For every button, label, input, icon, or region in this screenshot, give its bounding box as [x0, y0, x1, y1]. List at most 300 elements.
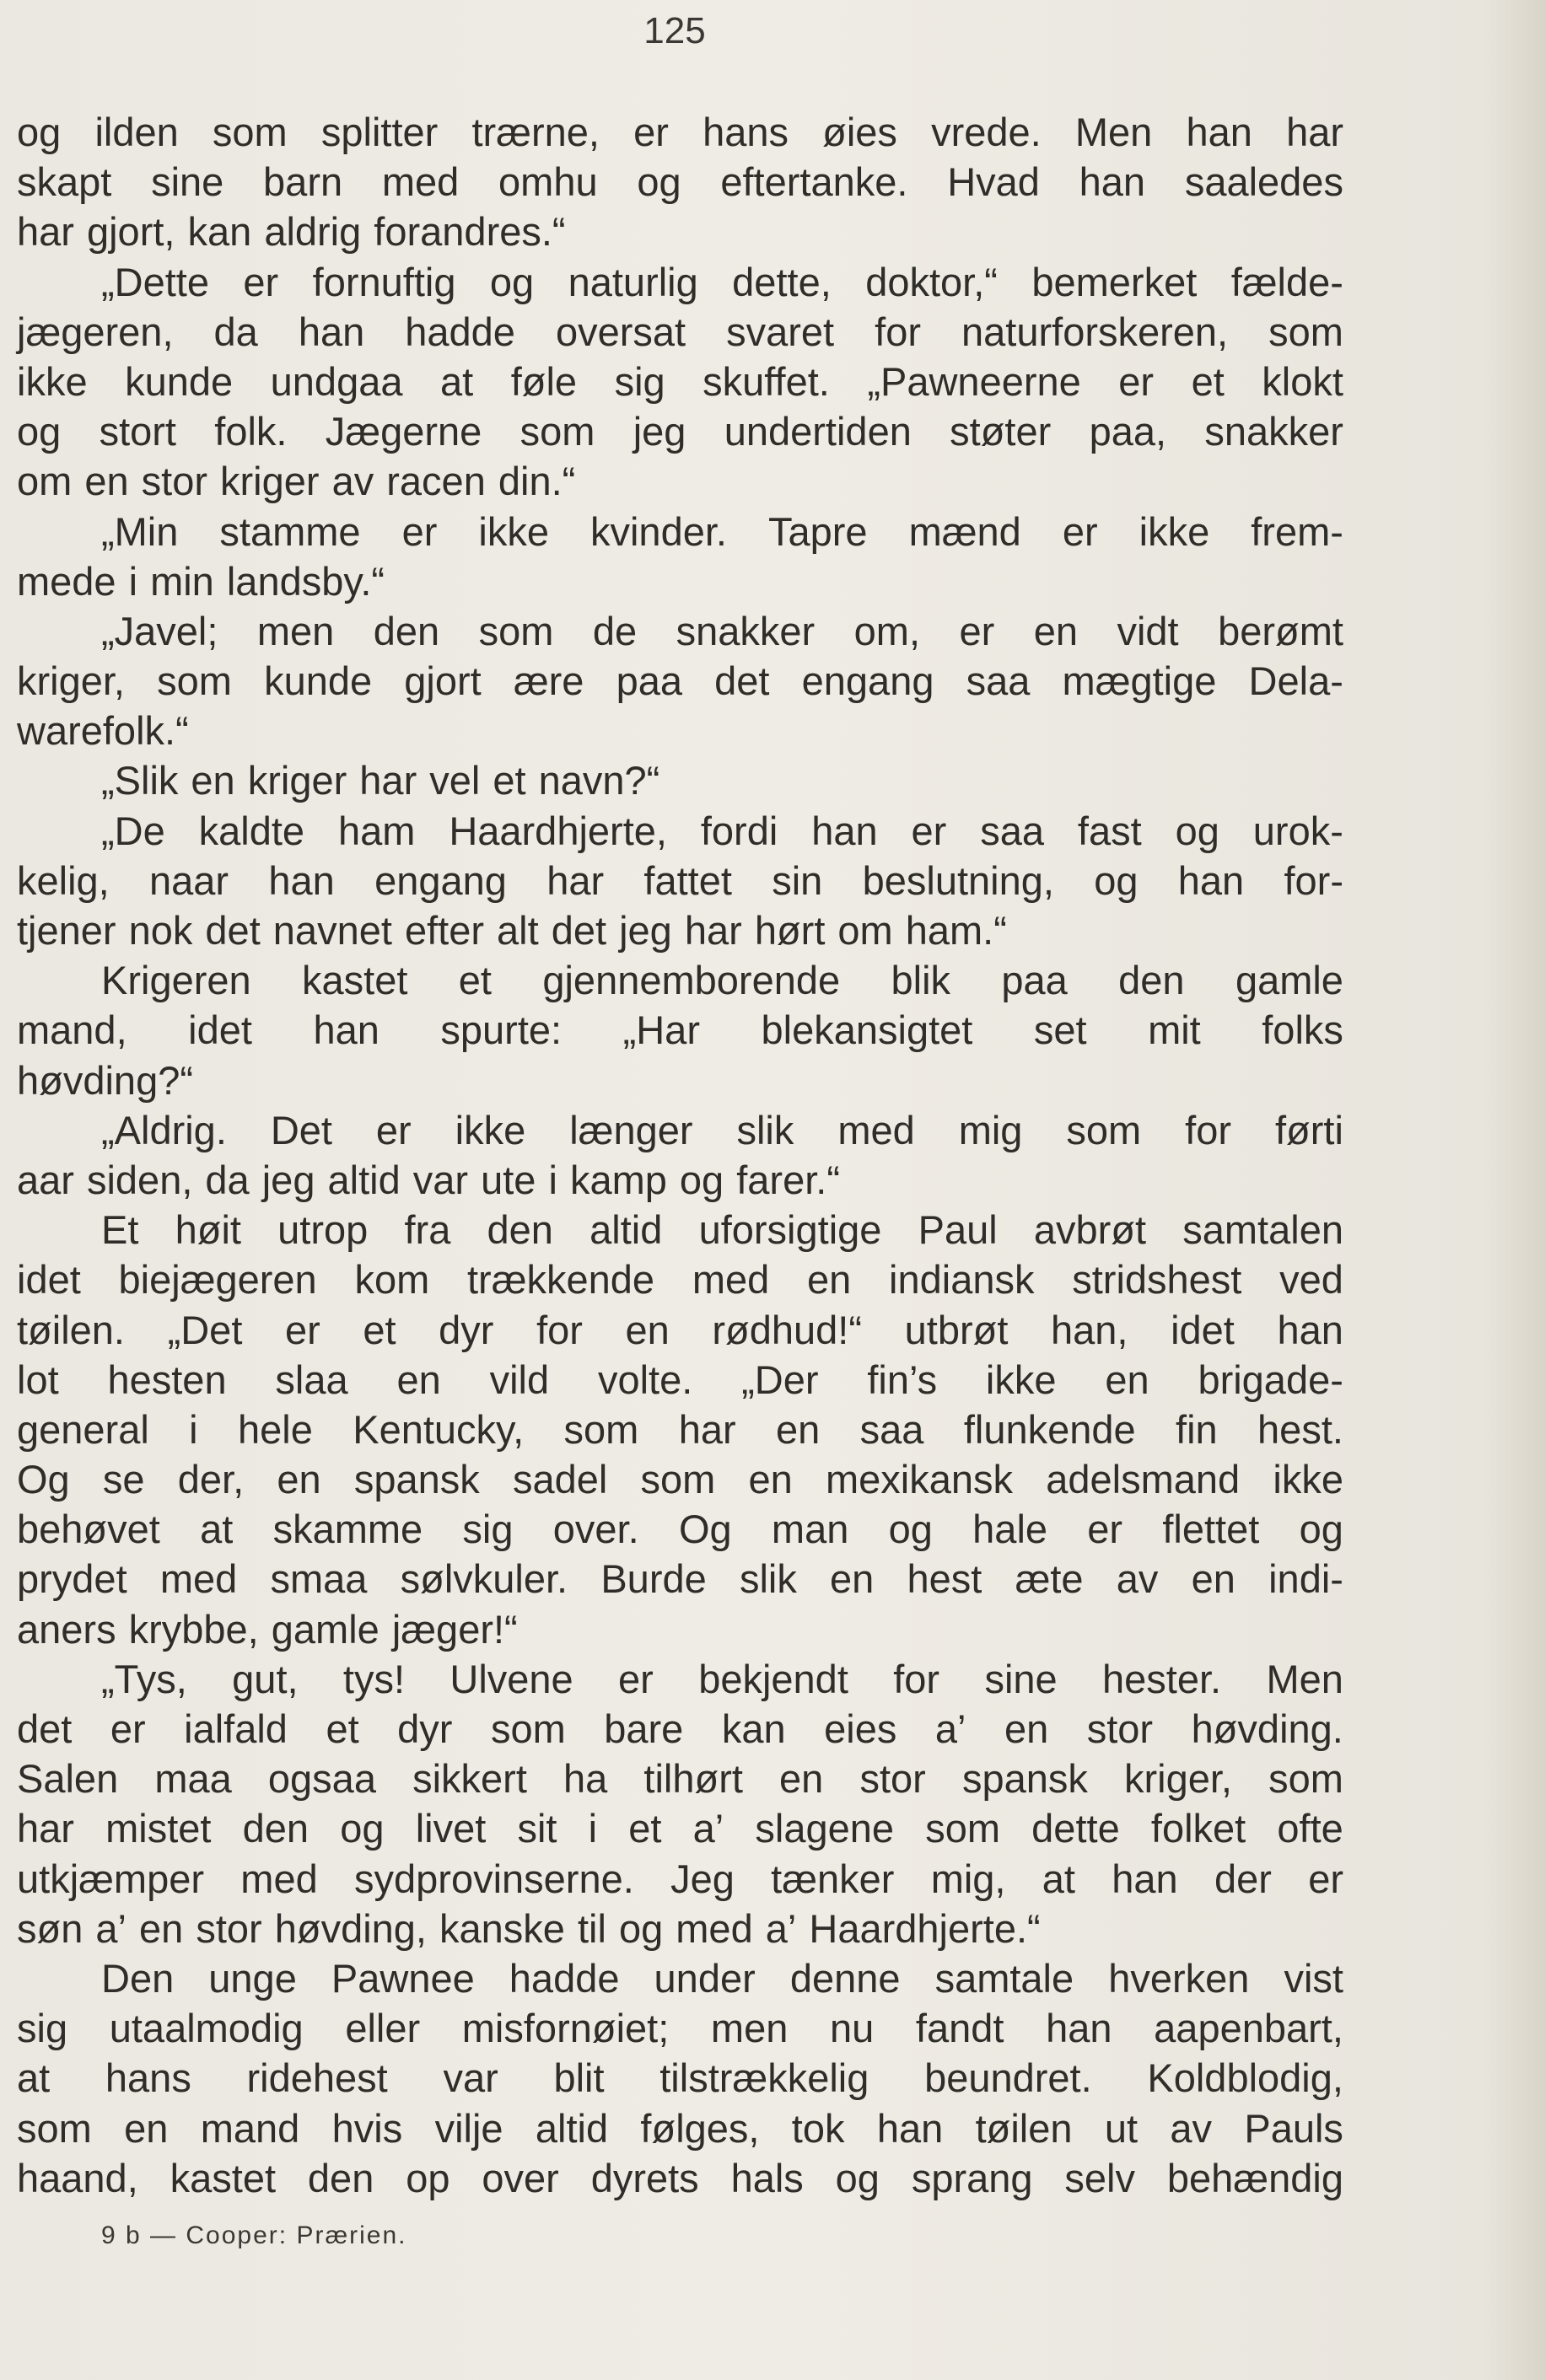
word: av: [1170, 2105, 1213, 2151]
text-line: [17, 257, 1343, 307]
word: i: [189, 1406, 198, 1452]
word: altid: [589, 1207, 663, 1253]
word: utaalmodig: [109, 2006, 304, 2051]
word: som: [17, 2105, 92, 2151]
word: for: [875, 309, 921, 354]
word: spansk: [353, 1457, 480, 1502]
word: en: [277, 1457, 321, 1502]
word: din.“: [498, 459, 576, 504]
text-line: [17, 1205, 1343, 1254]
word: over.: [552, 1507, 639, 1552]
word: om,: [853, 608, 921, 653]
word: Og: [678, 1507, 732, 1552]
word: og: [17, 409, 62, 454]
word: da: [205, 1157, 250, 1202]
word: forandres.“: [374, 209, 566, 255]
word: livet: [415, 1806, 487, 1851]
text-line: [17, 1704, 1343, 1754]
word: vidt: [1117, 608, 1179, 653]
word: fast: [1077, 808, 1142, 853]
word: i: [548, 1157, 557, 1202]
word: aners: [17, 1606, 116, 1652]
word: et: [628, 1806, 662, 1851]
word: naar: [149, 857, 229, 903]
word: stridshest: [1072, 1257, 1242, 1303]
word: bemerket: [1031, 259, 1198, 304]
word: idet: [1171, 1307, 1235, 1352]
word: en: [779, 1756, 824, 1802]
word: oversat: [555, 309, 686, 354]
word: han: [1046, 2006, 1112, 2051]
text-line: [17, 507, 1343, 556]
word: racen: [386, 459, 486, 504]
word: og: [679, 1157, 724, 1202]
word: samtalen: [1182, 1207, 1343, 1253]
word: navn?“: [538, 758, 660, 803]
footer-signature: 9 b — Cooper: Prærien.: [101, 2222, 407, 2249]
word: Pawnee: [331, 1955, 475, 2001]
word: kriger,: [1123, 1756, 1232, 1802]
text-line: [17, 1005, 1343, 1055]
word: har: [1286, 110, 1343, 154]
text-line: [17, 2103, 1343, 2153]
word: gjennemborende: [542, 958, 841, 1003]
word: ut: [1104, 2105, 1139, 2151]
word: kelig,: [17, 857, 110, 903]
word: doktor,“: [865, 259, 998, 304]
word: for: [893, 1656, 940, 1701]
word: mit: [1148, 1007, 1201, 1053]
word: eftertanke.: [720, 159, 908, 205]
word: „Har: [622, 1007, 700, 1053]
word: ved: [1279, 1257, 1343, 1303]
word: set: [1033, 1007, 1087, 1053]
text-line: [17, 1405, 1343, 1454]
text-line: [17, 856, 1343, 905]
text-line: [17, 2003, 1343, 2053]
word: flunkende: [963, 1406, 1136, 1452]
text-line: [17, 456, 1343, 506]
word: en: [807, 1257, 852, 1303]
word: Tapre: [767, 508, 868, 554]
text-line: [17, 1604, 1343, 1654]
word: den: [373, 608, 440, 653]
body-text: [17, 107, 1343, 2203]
word: at: [1042, 1856, 1075, 1901]
word: hest: [907, 1556, 982, 1602]
word: vrede.: [931, 110, 1042, 154]
word: de: [592, 608, 638, 653]
word: kan: [721, 1706, 786, 1751]
text-line: [17, 1105, 1343, 1155]
text-line: [17, 1754, 1343, 1803]
word: fandt: [915, 2006, 1004, 2051]
text-line: [17, 2053, 1343, 2103]
word: en: [396, 1357, 441, 1402]
word: med: [381, 159, 460, 205]
word: den: [487, 1207, 553, 1253]
word: som: [212, 110, 288, 154]
word: mexikansk: [826, 1457, 1014, 1502]
word: sig: [17, 2006, 68, 2051]
word: „Javel;: [101, 608, 218, 653]
word: Paul: [918, 1207, 998, 1253]
word: altid: [535, 2105, 609, 2151]
word: altid: [327, 1157, 401, 1202]
word: han: [1277, 1307, 1343, 1352]
word: siden,: [86, 1157, 193, 1202]
word: urok-: [1252, 808, 1343, 853]
word: splitter: [320, 110, 439, 154]
word: han: [811, 808, 878, 853]
word: „Tys,: [101, 1656, 187, 1701]
word: misfornøiet;: [461, 2006, 670, 2051]
word: Jægerne: [325, 409, 482, 454]
word: han: [313, 1007, 380, 1053]
word: kanske: [439, 1905, 565, 1951]
word: under: [654, 1955, 756, 2001]
word: folks: [1262, 1007, 1343, 1053]
word: „Dette: [101, 259, 209, 304]
word: har: [17, 1806, 74, 1851]
word: er: [911, 808, 947, 853]
word: blik: [891, 958, 951, 1003]
word: selv: [1064, 2155, 1136, 2200]
word: og: [637, 159, 681, 205]
word: kastet: [170, 2155, 277, 2200]
word: længer: [569, 1107, 693, 1152]
word: Jeg: [670, 1856, 735, 1901]
word: stort: [99, 409, 176, 454]
word: mænd: [908, 508, 1021, 554]
word: undgaa: [270, 358, 403, 404]
word: sig: [462, 1507, 514, 1552]
word: ilden: [94, 110, 179, 154]
word: hørt: [754, 908, 826, 953]
word: mede: [17, 558, 116, 604]
word: og: [17, 110, 62, 154]
word: folk.: [214, 409, 288, 454]
word: Haardhjerte,: [449, 808, 667, 853]
word: Kentucky,: [353, 1406, 525, 1452]
word: han: [1186, 110, 1252, 154]
word: for: [536, 1307, 583, 1352]
word: jæger!“: [391, 1606, 518, 1652]
word: rødhud!“: [712, 1307, 863, 1352]
word: utrop: [277, 1207, 369, 1253]
word: der,: [177, 1457, 245, 1502]
word: er: [401, 508, 438, 554]
word: tøilen: [975, 2105, 1073, 2151]
word: samtale: [934, 1955, 1074, 2001]
word: „Der: [741, 1357, 819, 1402]
text-line: [17, 1803, 1343, 1853]
word: min: [150, 558, 214, 604]
word: svaret: [726, 309, 835, 354]
word: ialfald: [184, 1706, 288, 1751]
word: jeg: [619, 908, 672, 953]
word: som: [1268, 309, 1343, 354]
word: trækkende: [467, 1257, 655, 1303]
word: mægtige: [1062, 658, 1217, 704]
word: uforsigtige: [698, 1207, 882, 1253]
word: den: [307, 2155, 374, 2200]
word: slagene: [755, 1806, 895, 1851]
word: beundret.: [924, 2055, 1092, 2101]
word: folket: [1150, 1806, 1246, 1851]
word: „Aldrig.: [101, 1107, 227, 1152]
word: ofte: [1277, 1806, 1343, 1851]
word: trærne,: [471, 110, 600, 154]
word: ogsaa: [267, 1756, 376, 1802]
word: det: [205, 908, 261, 953]
word: frem-: [1251, 508, 1343, 554]
word: kom: [354, 1257, 430, 1303]
word: som: [640, 1457, 716, 1502]
word: behøvet: [17, 1507, 160, 1552]
word: ikke: [478, 508, 549, 554]
word: Et: [101, 1207, 139, 1253]
text-line: [17, 357, 1343, 406]
word: i: [588, 1806, 598, 1851]
word: kunde: [125, 358, 234, 404]
word: fælde-: [1230, 259, 1343, 304]
word: gamle: [1235, 958, 1343, 1003]
word: ikke: [985, 1357, 1057, 1402]
text-line: [17, 207, 1343, 256]
word: sin: [772, 857, 823, 903]
word: har: [17, 209, 74, 255]
word: tænker: [771, 1856, 895, 1901]
word: er: [618, 1656, 654, 1701]
word: var: [412, 1157, 469, 1202]
word: undertiden: [724, 409, 912, 454]
word: stor: [859, 1756, 926, 1802]
word: til: [577, 1905, 606, 1951]
word: krybbe,: [128, 1606, 259, 1652]
word: gjort: [404, 658, 482, 704]
word: fin: [1176, 1406, 1218, 1452]
word: nok: [128, 908, 193, 953]
word: gamle: [271, 1606, 380, 1652]
word: hale: [972, 1507, 1048, 1552]
word: Og: [17, 1457, 70, 1502]
word: er: [243, 259, 279, 304]
word: jægeren,: [17, 309, 174, 354]
word: efter: [404, 908, 484, 953]
word: som: [490, 1706, 566, 1751]
text-line: [17, 656, 1343, 706]
word: snakker: [676, 608, 816, 653]
word: har: [359, 758, 417, 803]
word: han: [1079, 159, 1146, 205]
word: blit: [553, 2055, 605, 2101]
word: lot: [17, 1357, 59, 1402]
word: skuffet.: [703, 358, 830, 404]
word: har: [546, 857, 605, 903]
word: støter: [950, 409, 1052, 454]
text-line: [17, 1305, 1343, 1355]
word: kriger: [247, 758, 347, 803]
word: ridehest: [246, 2055, 388, 2101]
word: idet: [17, 1257, 81, 1303]
word: ham.“: [905, 908, 1007, 953]
word: han: [1112, 1856, 1178, 1901]
word: er: [375, 1107, 412, 1152]
word: bare: [604, 1706, 684, 1751]
word: landsby.“: [226, 558, 385, 604]
word: sit: [517, 1806, 557, 1851]
word: a’: [95, 1905, 127, 1951]
word: Ulvene: [450, 1656, 573, 1701]
word: kan: [187, 209, 252, 255]
text-line: [17, 1254, 1343, 1304]
word: i: [128, 558, 138, 604]
text-line: [17, 1554, 1343, 1604]
word: æte: [1015, 1556, 1084, 1602]
word: men: [710, 2006, 789, 2051]
word: han: [298, 309, 365, 354]
word: det: [714, 658, 770, 704]
word: er: [284, 1307, 320, 1352]
word: om: [17, 459, 73, 504]
word: kastet: [302, 958, 408, 1003]
word: saa: [859, 1406, 924, 1452]
word: er: [1118, 358, 1155, 404]
text-line: [17, 755, 1343, 805]
word: en: [124, 2105, 169, 2151]
text-line: [17, 606, 1343, 656]
word: avbrøt: [1033, 1207, 1147, 1253]
word: skamme: [272, 1507, 423, 1552]
word: mand,: [17, 1007, 127, 1053]
word: en: [625, 1307, 670, 1352]
word: et: [493, 758, 526, 803]
word: snakker: [1204, 409, 1343, 454]
word: over: [482, 2155, 559, 2200]
word: mig,: [930, 1856, 1006, 1901]
word: det: [551, 908, 607, 953]
word: tilstrækkelig: [659, 2055, 869, 2101]
word: stor: [196, 1905, 262, 1951]
word: med: [837, 1107, 915, 1152]
word: sine: [151, 159, 224, 205]
word: har: [678, 1406, 736, 1452]
word: fin’s: [867, 1357, 938, 1402]
word: utkjæmper: [17, 1856, 205, 1901]
word: at: [440, 358, 474, 404]
word: ære: [513, 658, 584, 704]
word: og: [1299, 1507, 1343, 1552]
word: ute: [481, 1157, 536, 1202]
word: gjort,: [86, 209, 175, 255]
word: indiansk: [889, 1257, 1035, 1303]
word: søn: [17, 1905, 83, 1951]
word: Men: [1074, 110, 1153, 154]
word: høvding,: [274, 1905, 427, 1951]
text-line: [17, 556, 1343, 606]
word: følges,: [640, 2105, 760, 2151]
word: dyrets: [590, 2155, 699, 2200]
word: „Slik: [101, 758, 179, 803]
word: „Min: [101, 508, 179, 554]
word: alt: [497, 908, 539, 953]
word: beslutning,: [862, 857, 1054, 903]
text-line: [17, 307, 1343, 357]
word: er: [1087, 1507, 1123, 1552]
word: maa: [154, 1756, 232, 1802]
word: a’: [765, 1905, 797, 1951]
word: ikke: [455, 1107, 526, 1152]
word: fornuftig: [312, 259, 456, 304]
word: slaa: [275, 1357, 348, 1402]
word: som: [478, 608, 554, 653]
word: a’: [692, 1806, 724, 1851]
word: føle: [510, 358, 578, 404]
word: er: [633, 110, 669, 154]
word: hvis: [331, 2105, 403, 2151]
word: fattet: [643, 857, 732, 903]
word: med: [692, 1257, 770, 1303]
text-line: [17, 1454, 1343, 1504]
word: Pauls: [1244, 2105, 1343, 2151]
word: er: [959, 608, 995, 653]
word: han: [1177, 857, 1245, 903]
word: saa: [966, 658, 1031, 704]
word: den: [242, 1806, 310, 1851]
word: kriger,: [17, 658, 125, 704]
word: stamme: [219, 508, 361, 554]
word: Krigeren: [101, 958, 251, 1003]
text-line: [17, 1654, 1343, 1704]
word: eller: [345, 2006, 421, 2051]
word: kriger: [220, 459, 320, 504]
word: „Det: [167, 1307, 243, 1352]
word: høvding?“: [17, 1057, 193, 1103]
word: nu: [830, 2006, 875, 2051]
word: kunde: [264, 658, 373, 704]
word: et: [326, 1706, 359, 1751]
word: hest.: [1257, 1406, 1343, 1452]
word: hans: [703, 110, 789, 154]
word: stor: [141, 459, 207, 504]
word: en: [1191, 1556, 1235, 1602]
word: omhu: [498, 159, 598, 205]
word: sikkert: [412, 1756, 527, 1802]
word: ikke: [1139, 508, 1210, 554]
page-number: 125: [643, 10, 706, 51]
word: og: [835, 2155, 880, 2200]
word: kaldte: [198, 808, 305, 853]
word: som: [563, 1406, 639, 1452]
word: fra: [404, 1207, 451, 1253]
word: tilhørt: [643, 1756, 743, 1802]
word: om: [837, 908, 893, 953]
text-line: [17, 1953, 1343, 2003]
word: av: [1116, 1556, 1159, 1602]
word: at: [200, 1507, 234, 1552]
word: da: [213, 309, 258, 354]
word: tøilen.: [17, 1307, 125, 1352]
word: har: [684, 908, 742, 953]
word: spurte:: [440, 1007, 563, 1053]
word: Haardhjerte.“: [809, 1905, 1041, 1951]
word: Burde: [600, 1556, 707, 1602]
word: klokt: [1262, 358, 1343, 404]
text-line: [17, 1854, 1343, 1904]
word: mand: [200, 2105, 300, 2151]
word: denne: [789, 1955, 901, 2001]
